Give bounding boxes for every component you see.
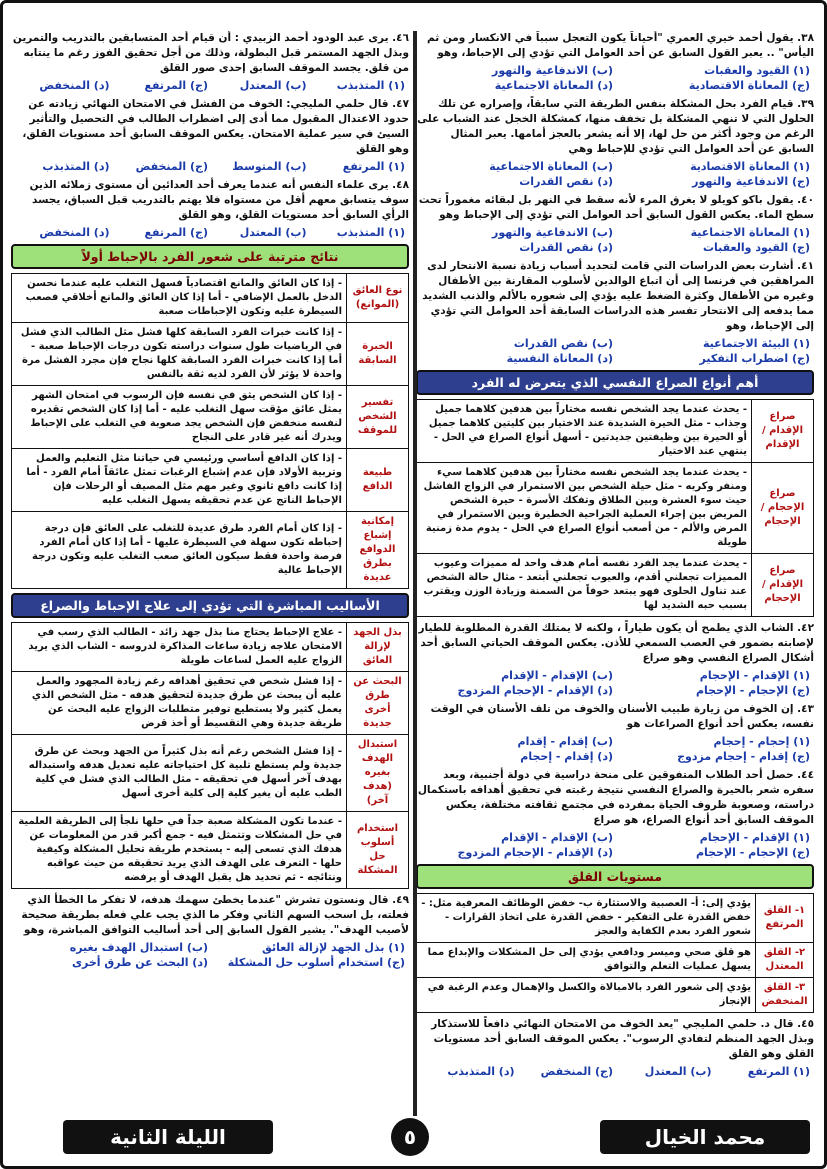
option: (ج) الإحجام - الإحجام xyxy=(695,684,810,697)
results-section-title: نتائج مترتبة على شعور الفرد بالإحباط أولاً xyxy=(11,244,409,269)
option: (ج) المنخفض xyxy=(540,1065,613,1078)
options-42 xyxy=(416,668,814,698)
table-key: صراع الإقدام / الإحجام xyxy=(752,554,814,617)
option: (ب) المعاناة الاجتماعية xyxy=(489,160,613,173)
question-46: ٤٦. يرى عبد الودود أحمد الزبيدي : أن قيام أحد المتسابقين بالتدريب والتمرين وبذل الجهد المستمر قبل البطولة، وذلك من أجل تحقيق الفوز رغم ما ينتابه من قلق. يجسد الموقف السابق إحدى صور القلق xyxy=(12,32,409,74)
table-value: - إذا كان الدافع أساسي ورئيسي في حياتنا مثل التعليم والعمل وتربية الأولاد فإن عدم إشباع الرغبات تمثل عائقاً أمام الفرد - أما إذا كانت دافع ثانوي وغير مهم مثل المصيف أو الرحلات فإن الإحباط الناتج عن عدم تحقيقه يسهل التغلب عليه xyxy=(12,449,347,512)
question-47: ٤٧. قال حلمي المليجي: الخوف من الفشل في الامتحان النهائي زيادته عن حدود الاعتدال المقبول مما أدى إلى اضطراب الطالب في التحصيل والتأثير السيئ في سير عملية الامتحان. يعكس الموقف السابق أحد مستويات القلق، وهو القلق xyxy=(22,98,409,155)
option: (د) نقص القدرات xyxy=(519,175,613,188)
table-row xyxy=(12,623,409,672)
left-column xyxy=(11,31,409,1116)
table-row xyxy=(12,386,409,449)
table-key: ٣- القلق المنخفض xyxy=(756,978,814,1013)
option: (د) الإقدام - الإحجام المزدوج xyxy=(457,684,613,697)
table-row xyxy=(417,894,814,943)
table-key: صراع الإحجام / الإحجام xyxy=(752,463,814,554)
option: (١) المتذبذب xyxy=(336,79,405,92)
option: (ج) القيود والعقبات xyxy=(702,241,810,254)
option: (١) المرتفع xyxy=(342,160,405,173)
table-key: طبيعة الدافع xyxy=(347,449,409,512)
option: (د) المنخفض xyxy=(39,79,110,92)
table-value: يؤدي إلى: أ- العصبية والاستثارة ب- خفض الوظائف المعرفية مثل: - خفض القدرة على التفكير - خفض القدرة على اتخاذ القرارات - شعور الفرد بعدم الكفاية والعجز xyxy=(417,894,756,943)
options-46 xyxy=(11,78,409,93)
option: (د) المعاناة الاجتماعية xyxy=(494,79,613,92)
option: (١) الإقدام - الإحجام xyxy=(699,831,810,844)
table-row xyxy=(12,512,409,589)
column-divider xyxy=(413,31,417,1116)
option: (د) إقدام - إحجام xyxy=(520,750,613,763)
option: (ج) المرتفع xyxy=(144,226,208,239)
table-row xyxy=(12,449,409,512)
question-43: ٤٣. إن الخوف من زيارة طبيب الأسنان والخوف من تلف الأسنان في الوقت نفسه، يعكس أحد أنواع الصراعات هو xyxy=(430,703,814,730)
table-key: نوع العائق (الموانع) xyxy=(347,274,409,323)
option: (د) المعاناة النفسية xyxy=(506,352,613,365)
option: (د) الإقدام - الإحجام المزدوج xyxy=(457,846,613,859)
option: (ج) المنخفض xyxy=(135,160,208,173)
option: (ج) اضطراب التفكير xyxy=(699,352,810,365)
question-49: ٤٩. قال ونستون تشرش "عندما يخطئ سهمك هدفه، لا تفكر ما الخطأ الذي فعلته، بل اسحب السهم الثاني وفكر ما الذي يجب علي فعله بطريقة صحيحة لأصيب الهدف". يشير القول السابق إلى أحد أساليب التوافق المباشرة، وهو xyxy=(21,894,409,936)
question-38: ٣٨. يقول أحمد خيري العمري "أحياناً يكون التعجل سبباً في الانكسار ومن ثم اليأس" .. يعبر القول السابق عن أحد العوامل التي تؤدي إلى الإحباط، وهو xyxy=(427,32,814,59)
table-row xyxy=(417,943,814,978)
option: (د) نقص القدرات xyxy=(519,241,613,254)
option: (ب) المعتدل xyxy=(239,79,307,92)
options-44 xyxy=(416,830,814,860)
table-key: ١- القلق المرتفع xyxy=(756,894,814,943)
options-45 xyxy=(416,1064,814,1079)
option: (١) المرتفع xyxy=(747,1065,810,1078)
option: (ب) المتوسط xyxy=(232,160,307,173)
table-row xyxy=(417,978,814,1013)
table-key: إمكانية إشباع الدوافع بطرق عديدة xyxy=(347,512,409,589)
options-41 xyxy=(416,336,814,366)
table-value: - علاج الإحباط يحتاج منا بذل جهد زائد - الطالب الذي رسب في الامتحان علاجه زيادة ساعات المذاكرة لدروسه - الشاب الذي يريد الزواج عليه العمل لساعات طويلة xyxy=(12,623,347,672)
table-row xyxy=(12,274,409,323)
option: (ب) استبدال الهدف بغيره xyxy=(69,941,208,954)
page-footer xyxy=(3,1116,824,1158)
question-41: ٤١. أشارت بعض الدراسات التي قامت لتحديد أسباب زيادة نسبة الانتحار لدى المراهقين في فرنسا إلى أن اتباع الوالدين لأسلوب المقارنة بين الأطفال وغيره من الأطفال وكثرة الضغط عليه يؤدي إلى شعوره بالألم والذنب الشديد مما يدفعه إلى الانتحار تفسر هذه الدراسات السابقة أحد العوامل التي تؤدي إلى الإحباط، وهو xyxy=(422,260,814,332)
options-49 xyxy=(11,940,409,970)
table-row xyxy=(12,735,409,812)
table-key: صراع الإقدام / الإقدام xyxy=(752,400,814,463)
option: (ج) الاندفاعية والتهور xyxy=(692,175,810,188)
option: (ب) الإقدام - الإقدام xyxy=(501,669,613,682)
option: (١) المعاناة الاجتماعية xyxy=(690,226,810,239)
question-42: ٤٢. الشاب الذي يطمح أن يكون طياراً ، ولكنه لا يمتلك القدرة المطلوبة للطيار لإصابته بضمور في العصب السمعي للأذن. يعكس الموقف الحياتي السابق أحد أشكال الصراع النفسي وهو صراع xyxy=(418,622,814,664)
options-40 xyxy=(416,225,814,255)
results-table xyxy=(11,273,409,589)
options-43 xyxy=(416,734,814,764)
option: (د) المنخفض xyxy=(39,226,110,239)
table-row xyxy=(417,554,814,617)
table-value: - يحدث عندما يجد الشخص نفسه مختاراً بين هدفين كلاهما جميل وجذاب - مثل الحيرة الشديدة عند الاختيار بين كليتين كلاهما جميل أو الحيرة بين وظيفتين جديدتين - أسهل أنواع الصراع في الحل - ينتهي عند الاختيار xyxy=(417,400,752,463)
question-39: ٣٩. قيام الفرد بحل المشكلة بنفس الطريقة التي سابقاً، وإصراره عن تلك الحلول التي لا تنهي المشكلة بل تخفف منها، كمشكلة الخجل عند الشباب على الرغم من وجود أكثر من حل لها، إلا أنه يشعر بالعجز أمامها. يعبر المثال السابق عن أحد العوامل التي تؤدي للإحباط وهي xyxy=(417,98,814,155)
table-value: - يحدث عندما يجد الشخص نفسه مختاراً بين هدفين كلاهما سيء ومنفر وكريه - مثل حيلة الشخص بين الاستمرار في الزواج الفاشل حيث سوء العشرة وبين الطلاق وتفكك الأسرة - حيرة الشخص المريض بين إجراء العملية الجراحية الخطيرة وبين الاستمرار في المرض والألم - من أصعب أنواع الصراع في الحل - يدوم مدة زمنية طويلة xyxy=(417,463,752,554)
table-value: - إذا كانت خبرات الفرد السابقة كلها فشل مثل الطالب الذي فشل في الرياضيات طول سنوات دراسته تكون درجات الإحباط صعبة - أما إذا كانت خبرات الفرد السابقة كلها نجاح فإن مجرد الفشل مرة واحدة لا يؤثر لأن الفرد لديه ثقة بالنفس xyxy=(12,323,347,386)
conflict-section-title: أهم أنواع الصراع النفسي الذي يتعرض له الفرد xyxy=(416,370,814,395)
option: (ج) الإحجام - الإحجام xyxy=(695,846,810,859)
table-row xyxy=(12,812,409,889)
author-name: محمد الخيال xyxy=(600,1120,810,1154)
option: (د) البحث عن طرق أخرى xyxy=(71,956,208,969)
question-48: ٤٨. يرى علماء النفس أنه عندما يعرف أحد العدائين أن مستوى زملائه الذين سوف يتسابق معهم أقل من مستواه فلا يهتم بالتدريب قبل السباق، يجسد الرأي السابق أحد مستويات القلق، وهو القلق xyxy=(29,179,409,221)
table-key: استبدال الهدف بغيره (هدف آخر) xyxy=(347,735,409,812)
table-key: استخدام أسلوب حل المشكلة xyxy=(347,812,409,889)
table-key: بذل الجهد لإزالة العائق xyxy=(347,623,409,672)
conflict-table xyxy=(416,399,814,617)
option: (ب) إقدام - إقدام xyxy=(517,735,613,748)
question-45: ٤٥. قال د. حلمي المليجي "يعد الخوف من الامتحان النهائي دافعاً للاستذكار وبذل الجهد المنظم لتفادي الرسوب". يعكس الموقف السابق أحد مستويات القلق وهو القلق xyxy=(431,1018,814,1060)
table-key: تفسير الشخص للموقف xyxy=(347,386,409,449)
option: (ج) استخدام أسلوب حل المشكلة xyxy=(227,956,405,969)
night-label: الليلة الثانية xyxy=(63,1120,273,1154)
option: (١) القيود والعقبات xyxy=(704,64,810,77)
options-47 xyxy=(11,159,409,174)
table-value: - عندما تكون المشكلة صعبة جداً في حلها نلجأ إلى الطريقة العلمية في حل المشكلات وتتمثل فيه - جمع أكبر قدر من المعلومات عن هدفك الذي تسعى إليه - يستخدم طريقة تحليل المشكلة وكيفية حلها - التعرف على الهدف الذي يريد تحقيقه من حيث عواقبه ونتائجه - ثم تحديد هل يقبل الهدف أو يرفضه xyxy=(12,812,347,889)
option: (ج) المعاناة الاقتصادية xyxy=(688,79,810,92)
option: (١) البيئة الاجتماعية xyxy=(702,337,810,350)
question-40: ٤٠. يقول باكو كويلو لا يغرق المرء لأنه سقط في النهر بل لبقائه مغموراً تحت سطح الماء. يعكس القول السابق أحد العوامل التي تؤدي إلى الإحباط وهو xyxy=(418,194,814,221)
question-44: ٤٤. حصل أحد الطلاب المتفوقين على منحة دراسية في دولة أجنبية، وبعد سفره شعر بالحيرة والصراع النفسي نتيجة رغبته في تحقيق أهدافه باستكمال دراسته، وصعوبة ظروف الحياة بمفرده في مجتمع ثقافته مختلفة، يعكس الموقف السابق أحد أنواع الصراع، هو صراع xyxy=(417,769,814,826)
methods-table xyxy=(11,622,409,889)
table-row xyxy=(417,400,814,463)
option: (١) الإقدام - الإحجام xyxy=(699,669,810,682)
table-row xyxy=(12,672,409,735)
options-48 xyxy=(11,225,409,240)
anxiety-section-title: مستويات القلق xyxy=(416,864,814,889)
option: (د) المتذبذب xyxy=(447,1065,515,1078)
table-row xyxy=(12,323,409,386)
table-value: هو قلق صحي وميسر ودافعي يؤدي إلى حل المشكلات والإبداع مما يسهل عمليات التعلم والتوافق xyxy=(417,943,756,978)
option: (د) المتذبذب xyxy=(42,160,110,173)
table-key: الخبرة السابقة xyxy=(347,323,409,386)
right-column xyxy=(416,31,814,1116)
anxiety-table xyxy=(416,893,814,1013)
table-row xyxy=(417,463,814,554)
option: (ب) المعتدل xyxy=(644,1065,712,1078)
option: (ب) الإقدام - الإقدام xyxy=(501,831,613,844)
table-value: - إذا فشل الشخص رغم أنه بذل كثيراً من الجهد وبحث عن طرق جديدة ولم يستطع تلبية كل احتياجاته عليه تعديل هدفه واستبداله بهدف آخر أسهل في تحقيقه - مثل الطالب الذي فشل في كلية الطب عليه أن يغير كلية إلى كلية أخرى أسهل xyxy=(12,735,347,812)
options-39 xyxy=(416,159,814,189)
option: (١) بذل الجهد لإزالة العائق xyxy=(262,941,405,954)
option: (ج) المرتفع xyxy=(144,79,208,92)
option: (١) المعاناة الاقتصادية xyxy=(690,160,810,173)
option: (ب) نقص القدرات xyxy=(513,337,613,350)
option: (١) المتذبذب xyxy=(336,226,405,239)
table-key: البحث عن طرق أخرى جديدة xyxy=(347,672,409,735)
option: (ب) الاندفاعية والتهور xyxy=(492,226,613,239)
table-value: - إذا كان العائق والمانع اقتصادياً فسهل التغلب عليه عندما نحسن الدخل بالعمل الإضافي - أما إذا كان العائق والمانع أخلاقي فصعب السيطرة عليه وتكون الإحباطات صعبة xyxy=(12,274,347,323)
table-value: - إذا فشل شخص في تحقيق أهدافه رغم زيادة المجهود والعمل عليه أن يبحث عن طرق جديدة لتحقيق هدفه - مثل الشخص الذي يعمل كثير ولا يستطيع توفير متطلبات الزواج عليه البحث عن طريقة جديدة وهي التقسيط أو أخذ قرض xyxy=(12,672,347,735)
options-38 xyxy=(416,63,814,93)
option: (ب) المعتدل xyxy=(239,226,307,239)
table-key: ٢- القلق المعتدل xyxy=(756,943,814,978)
table-value: - إذا كان أمام الفرد طرق عديدة للتغلب على العائق فإن درجة إحباطه تكون سهلة في السيطرة عليها - أما إذا كان أمام الفرد فرصة واحدة فقط سيكون العائق صعب التغلب عليه وتكون درجة الإحباط عالية xyxy=(12,512,347,589)
page-number: ٥ xyxy=(391,1118,429,1156)
table-value: - يحدث عندما يجد الفرد نفسه أمام هدف واحد له مميزات وعيوب المميزات تجعلني أقدم، والعيوب تجعلني أبتعد - مثال حالة الشخص عند تناول الحلوى فهو يبتعد خوفاً من السمنة وزيادة الوزن ويقترب بسبب حبه الشديد لها xyxy=(417,554,752,617)
table-value: - إذا كان الشخص يثق في نفسه فإن الرسوب في امتحان الشهر يمثل عائق مؤقت سهل التغلب عليه - أما إذا كان الشخص تقديره لنفسه منخفض فإن الشخص يجد صعوبة في التغلب على الإحباط ويدرك أنه غير قادر على النجاح xyxy=(12,386,347,449)
option: (ج) إقدام - إحجام مزدوج xyxy=(677,750,810,763)
table-value: يؤدي إلى شعور الفرد بالامبالاة والكسل والإهمال وعدم الرغبة في الإنجاز xyxy=(417,978,756,1013)
option: (ب) الاندفاعية والتهور xyxy=(492,64,613,77)
methods-section-title: الأساليب المباشرة التي تؤدي إلى علاج الإحباط والصراع xyxy=(11,593,409,618)
option: (١) إحجام - إحجام xyxy=(713,735,810,748)
